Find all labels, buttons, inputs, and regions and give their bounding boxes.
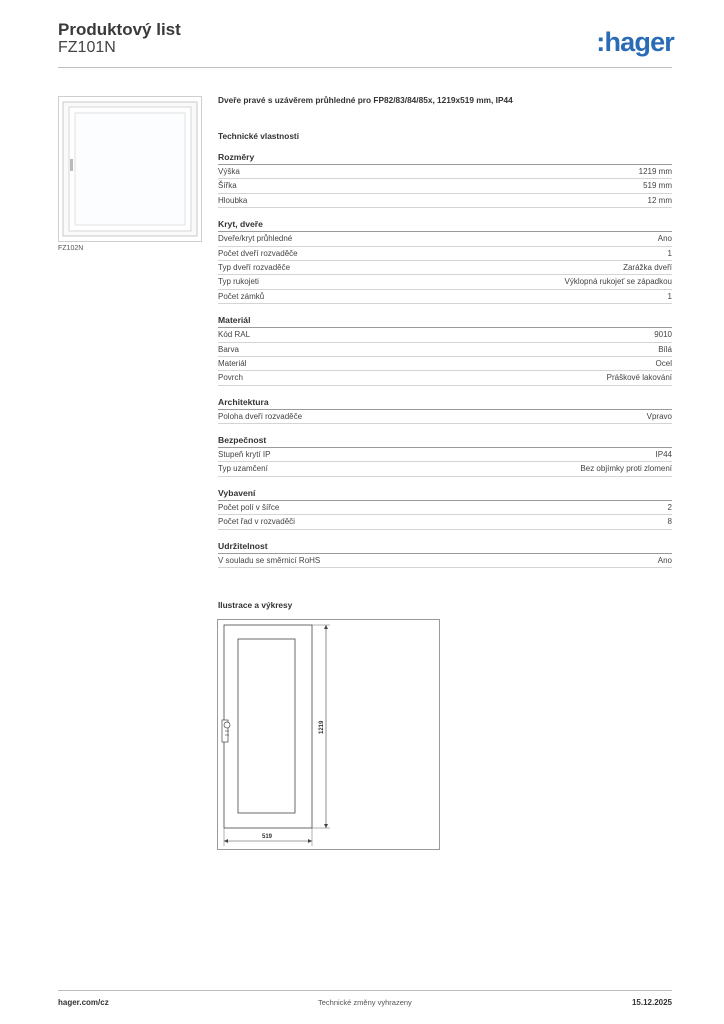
spec-group-spacer	[218, 304, 672, 313]
spec-table	[218, 150, 672, 568]
spec-label: Výška	[218, 167, 240, 176]
spec-label: Šířka	[218, 181, 237, 191]
door-thumbnail-image	[59, 97, 201, 241]
spec-value: Ano	[657, 555, 672, 565]
spec-row	[218, 357, 672, 371]
spec-group-spacer	[218, 424, 672, 433]
spec-value: Bez objímky proti zlomení	[580, 464, 672, 474]
spec-row	[218, 194, 672, 208]
spec-value: Zarážka dveří	[623, 262, 672, 272]
illustration-heading: Ilustrace a výkresy	[218, 600, 293, 610]
spec-label: Počet polí v šířce	[218, 502, 280, 512]
spec-row	[218, 179, 672, 193]
product-thumbnail	[58, 96, 202, 242]
spec-group	[218, 486, 672, 530]
spec-group	[218, 539, 672, 568]
spec-row	[218, 515, 672, 529]
spec-group	[218, 150, 672, 208]
spec-group-title: Bezpečnost	[218, 433, 672, 448]
spec-label: Dveře/kryt průhledné	[218, 234, 293, 244]
spec-row	[218, 371, 672, 385]
spec-value: Ano	[657, 234, 672, 244]
spec-group-title: Architektura	[218, 395, 672, 410]
spec-row	[218, 554, 672, 568]
spec-group	[218, 313, 672, 386]
spec-row	[218, 165, 672, 179]
technical-heading: Technické vlastnosti	[218, 131, 299, 141]
spec-group-title: Kryt, dveře	[218, 217, 672, 232]
spec-label: Typ dveří rozvaděče	[218, 262, 291, 272]
spec-value: 9010	[654, 330, 672, 340]
spec-group	[218, 433, 672, 477]
spec-group-spacer	[218, 208, 672, 217]
spec-label: Počet řad v rozvaděči	[218, 517, 295, 527]
spec-label: Počet dveří rozvaděče	[218, 248, 298, 258]
spec-label: Stupeň krytí IP	[218, 450, 271, 460]
spec-group	[218, 217, 672, 304]
page-title: Produktový list	[58, 20, 181, 39]
spec-label: Počet zámků	[218, 291, 265, 301]
spec-group-spacer	[218, 530, 672, 539]
product-code: FZ101N	[58, 39, 116, 56]
spec-group-spacer	[218, 477, 672, 486]
header-divider	[58, 67, 672, 68]
spec-row	[218, 462, 672, 476]
spec-value: Práškové lakování	[606, 373, 672, 383]
footer-date: 15.12.2025	[631, 998, 672, 1007]
spec-row	[218, 275, 672, 289]
spec-label: Kód RAL	[218, 330, 251, 340]
spec-row	[218, 410, 672, 424]
technical-drawing	[217, 619, 440, 850]
spec-value: 519 mm	[643, 181, 672, 191]
spec-value: 1	[667, 291, 672, 301]
spec-label: Hloubka	[218, 195, 248, 205]
spec-value: 12 mm	[647, 195, 672, 205]
width-dimension-label: 519	[262, 834, 273, 840]
spec-value: Ocel	[655, 358, 672, 368]
spec-row	[218, 328, 672, 342]
footer-website-link[interactable]: hager.com/cz	[58, 998, 109, 1007]
spec-value: Bílá	[658, 344, 672, 354]
spec-value: IP44	[655, 450, 672, 460]
door-drawing	[218, 620, 439, 849]
footer-disclaimer: Technické změny vyhrazeny	[318, 998, 412, 1007]
height-dimension-label: 1219	[319, 720, 325, 734]
spec-label: V souladu se směrnicí RoHS	[218, 555, 321, 565]
spec-group	[218, 395, 672, 424]
spec-group-title: Materiál	[218, 313, 672, 328]
spec-row	[218, 261, 672, 275]
spec-value: 1219 mm	[638, 167, 672, 176]
spec-value: 8	[667, 517, 672, 527]
hager-logo[interactable]: :hager	[596, 27, 674, 57]
product-description: Dveře pravé s uzávěrem průhledné pro FP82/83/84/85x, 1219x519 mm, IP44	[218, 95, 513, 105]
spec-label: Typ uzamčení	[218, 464, 268, 474]
spec-row	[218, 247, 672, 261]
spec-group-title: Vybavení	[218, 486, 672, 501]
spec-label: Materiál	[218, 358, 247, 368]
spec-row	[218, 343, 672, 357]
spec-row	[218, 290, 672, 304]
footer-divider	[58, 990, 672, 991]
spec-group-title: Udržitelnost	[218, 539, 672, 554]
spec-value: 2	[667, 502, 672, 512]
spec-row	[218, 232, 672, 246]
spec-label: Barva	[218, 344, 239, 354]
spec-value: Výklopná rukojeť se západkou	[564, 277, 672, 287]
spec-label: Povrch	[218, 373, 243, 383]
spec-label: Typ rukojeti	[218, 277, 259, 287]
spec-group-spacer	[218, 386, 672, 395]
spec-group-title: Rozměry	[218, 150, 672, 165]
thumbnail-caption: FZ102N	[58, 245, 84, 252]
spec-row	[218, 448, 672, 462]
spec-row	[218, 501, 672, 515]
spec-value: 1	[667, 248, 672, 258]
spec-value: Vpravo	[646, 411, 672, 421]
spec-label: Poloha dveří rozvaděče	[218, 411, 303, 421]
